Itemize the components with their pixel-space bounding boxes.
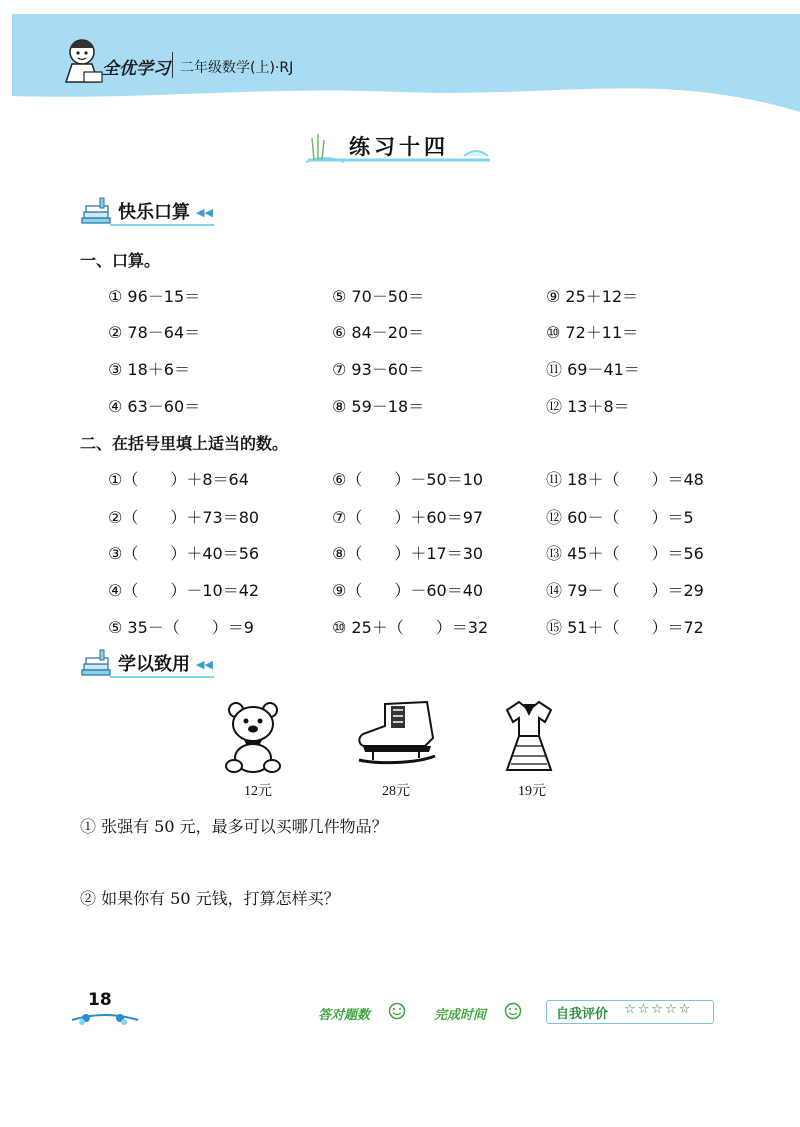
q2-problem: ⑮ 51＋（ ）＝72 xyxy=(546,618,704,637)
smiley-icon xyxy=(388,1002,406,1020)
skate-shoe-icon xyxy=(355,698,439,770)
mascot-icon xyxy=(62,36,106,86)
double-arrow-icon: ◀◀ xyxy=(196,658,213,671)
q1-problem: ② 78－64＝ xyxy=(108,323,201,342)
q1-problem: ⑧ 59－18＝ xyxy=(332,397,425,416)
q2-problem: ②（ ）＋73＝80 xyxy=(108,508,260,527)
q2-problem: ⑨（ ）－60＝40 xyxy=(332,581,484,600)
q1-problem: ① 96－15＝ xyxy=(108,287,201,306)
q2-problem: ⑥（ ）－50＝10 xyxy=(332,470,484,489)
item-price: 28元 xyxy=(382,784,410,799)
teddy-bear-icon xyxy=(224,700,284,774)
word-question-1: ① 张强有 50 元，最多可以买哪几件物品？ xyxy=(80,817,388,836)
q1-problem: ③ 18＋6＝ xyxy=(108,360,190,379)
q1-problem: ④ 63－60＝ xyxy=(108,397,201,416)
dress-icon xyxy=(505,700,553,774)
brand-logo-text: 全优学习 xyxy=(102,59,170,79)
title-banner xyxy=(304,130,494,164)
q2-problem: ④（ ）－10＝42 xyxy=(108,581,260,600)
q2-problem: ⑦（ ）＋60＝97 xyxy=(332,508,484,527)
q1-problem: ⑫ 13＋8＝ xyxy=(546,397,630,416)
q2-problem: ⑫ 60－（ ）＝5 xyxy=(546,508,694,527)
q2-problem: ⑪ 18＋（ ）＝48 xyxy=(546,470,704,489)
page-title: 练习十四 xyxy=(349,135,449,159)
q1-problem: ⑤ 70－50＝ xyxy=(332,287,425,306)
q1-problem: ⑪ 69－41＝ xyxy=(546,360,640,379)
book-subtitle: 二年级数学(上)·RJ xyxy=(180,60,294,76)
q1-heading: 一、口算。 xyxy=(80,251,161,270)
q1-problem: ⑥ 84－20＝ xyxy=(332,323,425,342)
q2-problem: ⑤ 35－（ ）＝9 xyxy=(108,618,254,637)
q1-problem: ⑨ 25＋12＝ xyxy=(546,287,639,306)
correct-count-label: 答对题数 xyxy=(318,1008,371,1023)
q1-problem: ⑩ 72＋11＝ xyxy=(546,323,639,342)
q2-problem: ①（ ）＋8＝64 xyxy=(108,470,249,489)
q2-heading: 二、在括号里填上适当的数。 xyxy=(80,434,289,453)
item-price: 19元 xyxy=(518,784,546,799)
page-number: 18 xyxy=(88,990,112,1010)
word-question-2: ② 如果你有 50 元钱，打算怎样买？ xyxy=(80,889,340,908)
self-evaluation-label: 自我评价 xyxy=(556,1007,609,1022)
q2-problem: ⑧（ ）＋17＝30 xyxy=(332,544,484,563)
header-separator xyxy=(172,52,173,78)
smiley-icon xyxy=(504,1002,522,1020)
section-underline xyxy=(110,676,214,678)
books-icon xyxy=(80,196,114,226)
q2-problem: ⑩ 25＋（ ）＝32 xyxy=(332,618,489,637)
section-underline xyxy=(110,224,214,226)
books-icon xyxy=(80,648,114,678)
section-heading-mental-math: 快乐口算 xyxy=(118,202,190,223)
q2-problem: ③（ ）＋40＝56 xyxy=(108,544,260,563)
double-arrow-icon: ◀◀ xyxy=(196,206,213,219)
q2-problem: ⑬ 45＋（ ）＝56 xyxy=(546,544,704,563)
completion-time-label: 完成时间 xyxy=(434,1008,487,1023)
q2-problem: ⑭ 79－（ ）＝29 xyxy=(546,581,704,600)
item-price: 12元 xyxy=(244,784,272,799)
rating-stars[interactable]: ☆☆☆☆☆ xyxy=(624,1002,693,1017)
section-heading-application: 学以致用 xyxy=(118,654,190,675)
q1-problem: ⑦ 93－60＝ xyxy=(332,360,425,379)
